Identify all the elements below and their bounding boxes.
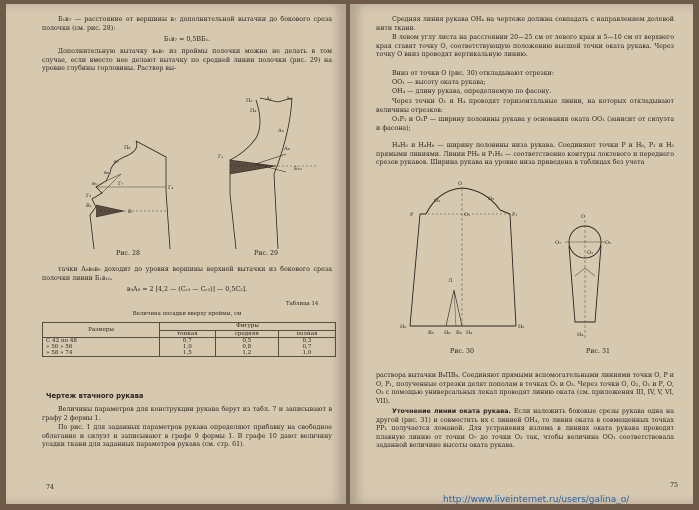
svg-text:О₂: О₂	[434, 198, 441, 204]
table-cell: 0,7	[160, 338, 216, 345]
figure-caption: Рис. 31	[586, 348, 610, 355]
svg-text:Б₁₀: Б₁₀	[294, 166, 302, 172]
svg-text:в₇: в₇	[114, 159, 119, 165]
formula: Б₁в₇ = 0,5ВБ₁.	[163, 36, 211, 43]
section-heading: Уточнение линии оката рукава.	[392, 408, 511, 415]
paragraph: Н₄Н₅ и Н₄Н₆ — ширину половины низа рукава. Соединяют точки Р и Н₆, Р₁ и Н₅ прямыми линиями. Линии РН₆ и Р₁Н₅ — соответственно контуры локтевого и переднего срезов рукавов. Ширина рукава на уровне низа приведена в таблицах без учета	[376, 142, 674, 167]
figure-30-sleeve-draft	[400, 180, 530, 340]
figure-caption: Рис. 30	[450, 348, 474, 355]
table-cell: 0,7	[278, 344, 335, 350]
paragraph: раствора вытачки В₈ПВ₈. Соединяют прямыми вспомогательными линиями точки О, Р и О, Р₁, полученные отрезки делят пополам в точках О₂ и О₃. Через точки О, О₂, О₁ и Р, О, О₃ с помощью универсальных лекал проводят линию оката (см. приложения III, IV, V, VI, VII).	[376, 372, 674, 405]
formula: в₉А₉ = 2 [4,2 — (Сᵣ₃ — Сᵣ₃)] — 0,5С₃].	[126, 286, 248, 293]
svg-text:А₄: А₄	[284, 146, 290, 152]
table-subheader: средняя	[215, 330, 278, 338]
svg-text:Н₅: Н₅	[518, 324, 525, 330]
figure-caption: Рис. 29	[254, 250, 278, 257]
table-row	[43, 350, 336, 357]
svg-text:О₁: О₁	[587, 250, 594, 256]
svg-text:А₃: А₃	[278, 128, 284, 134]
svg-text:О₃: О₃	[488, 196, 495, 202]
figure-28-bodice-drawing	[66, 129, 186, 249]
ease-table	[42, 322, 336, 357]
table-cell: 1,0	[278, 350, 335, 357]
page-number: 75	[670, 482, 679, 489]
svg-text:Р: Р	[410, 212, 414, 218]
table-number: Таблица 14	[286, 301, 319, 307]
table-cell: » 50 » 56	[43, 344, 160, 350]
list-item: ОО₁ — высоту оката рукава;	[392, 79, 486, 86]
svg-text:Г₄: Г₄	[168, 185, 174, 191]
svg-text:Н₄: Н₄	[577, 332, 584, 338]
watermark-url: http://www.liveinternet.ru/users/galina_o/	[443, 495, 630, 505]
table-subheader: тонкая	[160, 330, 216, 338]
paragraph: О₁Р₁ и О₁Р — ширину половины рукава у основания оката ОО₁ (зависит от силуэта и фасона);	[376, 116, 674, 132]
svg-text:Г₇: Г₇	[118, 181, 124, 187]
svg-text:Л: Л	[448, 278, 453, 284]
figure-29-bodice-drawing	[216, 94, 326, 249]
svg-text:в₈: в₈	[104, 170, 109, 176]
right-page	[350, 4, 693, 504]
svg-text:в₅: в₅	[92, 181, 97, 187]
table-subheader: полная	[278, 330, 335, 338]
svg-text:Г₁: Г₁	[218, 154, 224, 160]
table-cell: 0,8	[215, 344, 278, 350]
svg-text:Н₄: Н₄	[466, 330, 473, 336]
svg-text:Н₆: Н₆	[400, 324, 407, 330]
svg-text:О₁: О₁	[464, 212, 471, 218]
section-heading: Чертеж втачного рукава	[46, 392, 144, 400]
table-cell: 0,3	[278, 338, 335, 345]
paragraph: Вниз от точки О (рис. 30) откладывают отрезки:	[392, 70, 554, 77]
svg-text:О₂: О₂	[605, 240, 612, 246]
svg-text:В₈: В₈	[456, 330, 462, 336]
paragraph: Б₁в₇ — расстояние от вершины в₇ дополнительной вытачки до бокового среза полочки (см. рис. 28):	[42, 16, 332, 32]
svg-text:А₂: А₂	[286, 96, 292, 102]
svg-text:О: О	[581, 214, 586, 220]
list-item: ОН₄ — длину рукава, определяемую по фасону.	[392, 88, 552, 95]
svg-text:О: О	[458, 181, 463, 187]
svg-text:П₆: П₆	[124, 145, 131, 151]
svg-text:О₇: О₇	[555, 240, 562, 246]
table-cell: » 58 » 74	[43, 350, 160, 357]
table-cell: 1,5	[160, 350, 216, 357]
table-cell: 0,5	[215, 338, 278, 345]
svg-text:Н₈: Н₈	[444, 330, 451, 336]
paragraph-text: Если наложить боковые срезы рукава одна на другой (рис. 31) и совместить их с линией ОН₄, то линия оката в совмещенных точках РР₁ получается ломаной. Для устранения излома в линиях оката рукава проводят плавную линию от точки О₇ до точки О₃ так, чтобы величина ОО₁ соответствовала заданной величине высоты оката рукава.	[376, 408, 674, 450]
svg-text:П₄: П₄	[250, 108, 257, 114]
svg-text:А₁: А₁	[266, 96, 272, 102]
svg-text:В₈: В₈	[428, 330, 434, 336]
table-cell: С 42 по 48	[43, 338, 160, 345]
paragraph: Средняя линия рукава ОН₄ на чертеже должна совпадать с направлением долевой нити ткани.	[376, 16, 674, 32]
svg-text:В: В	[128, 209, 132, 215]
paragraph: Дополнительную вытачку в₈в₇ из проймы полочки можно не делать в том случае, если вместо нее делают вытачку по средней линии полочки (рис. 29) на уровне глубины горловины. Раствор вы-	[42, 48, 332, 73]
svg-text:В₁: В₁	[86, 203, 92, 209]
table-cell: 1,2	[215, 350, 278, 357]
table-header: Размеры	[43, 323, 160, 338]
svg-text:Р₁: Р₁	[512, 212, 518, 218]
page-number: 74	[46, 484, 55, 491]
paragraph	[376, 408, 674, 451]
paragraph: Величины параметров для конструкции рукава берут из табл. 7 и записывают в графу 2 формы 1.	[42, 406, 332, 422]
table-cell: 1,0	[160, 344, 216, 350]
table-header: Фигуры	[160, 323, 336, 331]
svg-text:Г₃: Г₃	[86, 193, 92, 199]
figure-31-sleeve-folded	[555, 212, 655, 347]
paragraph: По рис. 1 для заданных параметров рукава определяют прибавку на свободное облегание и силуэт и записывают в графе 9 формы 1. В графе 10 дают величину усадки ткани для заданных параметров рукава (см. стр. 61).	[42, 424, 332, 449]
paragraph: В левом углу листа на расстоянии 20—25 см от левого края и 5—10 см от верхнего края ставят точку О, соответствующую положению высшей точки оката рукава. Через точку О вниз проводят вертикальную линию.	[376, 34, 674, 59]
table-title: Величина посадки вверху проймы, см	[132, 311, 242, 317]
paragraph: Через точки О₁ и Н₄ проводят горизонтальные линии, на которых откладывают величины отрезков:	[376, 98, 674, 114]
left-page	[6, 4, 346, 504]
paragraph: тачки А₉в₉в₉ доходит до уровня вершины верхней вытачки из бокового среза полочки линии Б₁в₁₀.	[42, 266, 332, 282]
figure-caption: Рис. 28	[116, 250, 140, 257]
svg-text:П₂: П₂	[246, 98, 253, 104]
